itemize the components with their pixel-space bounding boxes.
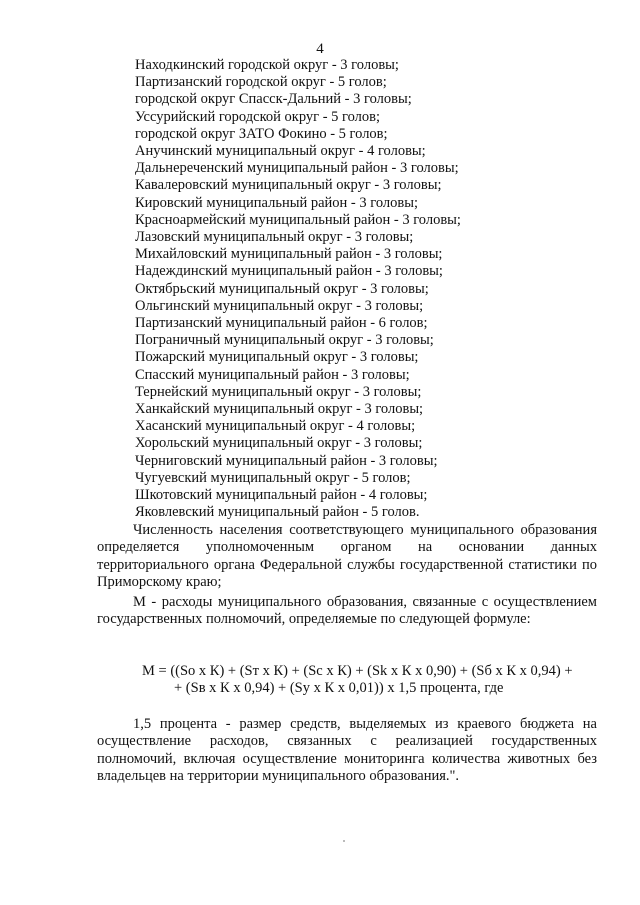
list-item: Ханкайский муниципальный округ - 3 головы; (135, 401, 424, 418)
scan-dot (343, 840, 345, 842)
list-item: Тернейский муниципальный округ - 3 головы; (135, 383, 422, 400)
list-item: Анучинский муниципальный округ - 4 головы; (135, 143, 426, 160)
formula-line-1: М = ((Sо х К) + (Sт х К) + (Sс х К) + (Sk х К х 0,90) + (Sб х К х 0,94) + (142, 663, 573, 679)
list-item: Хасанский муниципальный округ - 4 головы; (135, 418, 416, 435)
formula-line-2: + (Sв х К х 0,94) + (Sу х К х 0,01)) х 1,5 процента, где (174, 680, 504, 697)
list-item: Кировский муниципальный район - 3 головы; (135, 194, 418, 211)
list-item: Черниговский муниципальный район - 3 головы; (135, 452, 438, 469)
formula (90, 663, 610, 698)
list-item: городской округ Спасск-Дальний - 3 головы; (135, 91, 412, 108)
list-item: Яковлевский муниципальный район - 5 голов. (135, 504, 420, 521)
list-item: Лазовский муниципальный округ - 3 головы; (135, 229, 414, 246)
list-item: Надеждинский муниципальный район - 3 головы; (135, 263, 443, 280)
page-number: 4 (316, 41, 324, 57)
population-paragraph: Численность населения соответствующего муниципального образования определяется уполномоченным органом на основании данных территориального органа Федеральной службы государственной статистики по Приморскому краю; (97, 522, 597, 590)
expenses-paragraph: М - расходы муниципального образования, связанные с осуществлением государственных полномочий, определяемые по следующей формуле: (97, 594, 597, 628)
district-list (135, 57, 461, 521)
list-item: Ольгинский муниципальный округ - 3 головы; (135, 297, 424, 314)
list-item: Спасский муниципальный район - 3 головы; (135, 366, 410, 383)
list-item: Партизанский городской округ - 5 голов; (135, 74, 387, 91)
list-item: Пограничный муниципальный округ - 3 головы; (135, 332, 434, 349)
list-item: Октябрьский муниципальный округ - 3 головы; (135, 280, 429, 297)
list-item: Дальнереченский муниципальный район - 3 головы; (135, 160, 459, 177)
closing-paragraph: 1,5 процента - размер средств, выделяемых из краевого бюджета на осуществление расходов, связанных с реализацией государственных полномочий, включая осуществление мониторинга количества животных без владельцев на территории муниципального образования.". (97, 716, 597, 784)
list-item: Михайловский муниципальный район - 3 головы; (135, 246, 443, 263)
list-item: Кавалеровский муниципальный округ - 3 головы; (135, 177, 442, 194)
list-item: Партизанский муниципальный район - 6 голов; (135, 315, 428, 332)
list-item: Шкотовский муниципальный район - 4 головы; (135, 487, 428, 504)
list-item: Хорольский муниципальный округ - 3 головы; (135, 435, 423, 452)
list-item: Уссурийский городской округ - 5 голов; (135, 108, 381, 125)
list-item: городской округ ЗАТО Фокино - 5 голов; (135, 125, 388, 142)
list-item: Пожарский муниципальный округ - 3 головы; (135, 349, 419, 366)
list-item: Чугуевский муниципальный округ - 5 голов; (135, 469, 411, 486)
list-item: Красноармейский муниципальный район - 3 головы; (135, 211, 461, 228)
list-item: Находкинский городской округ - 3 головы; (135, 57, 399, 73)
